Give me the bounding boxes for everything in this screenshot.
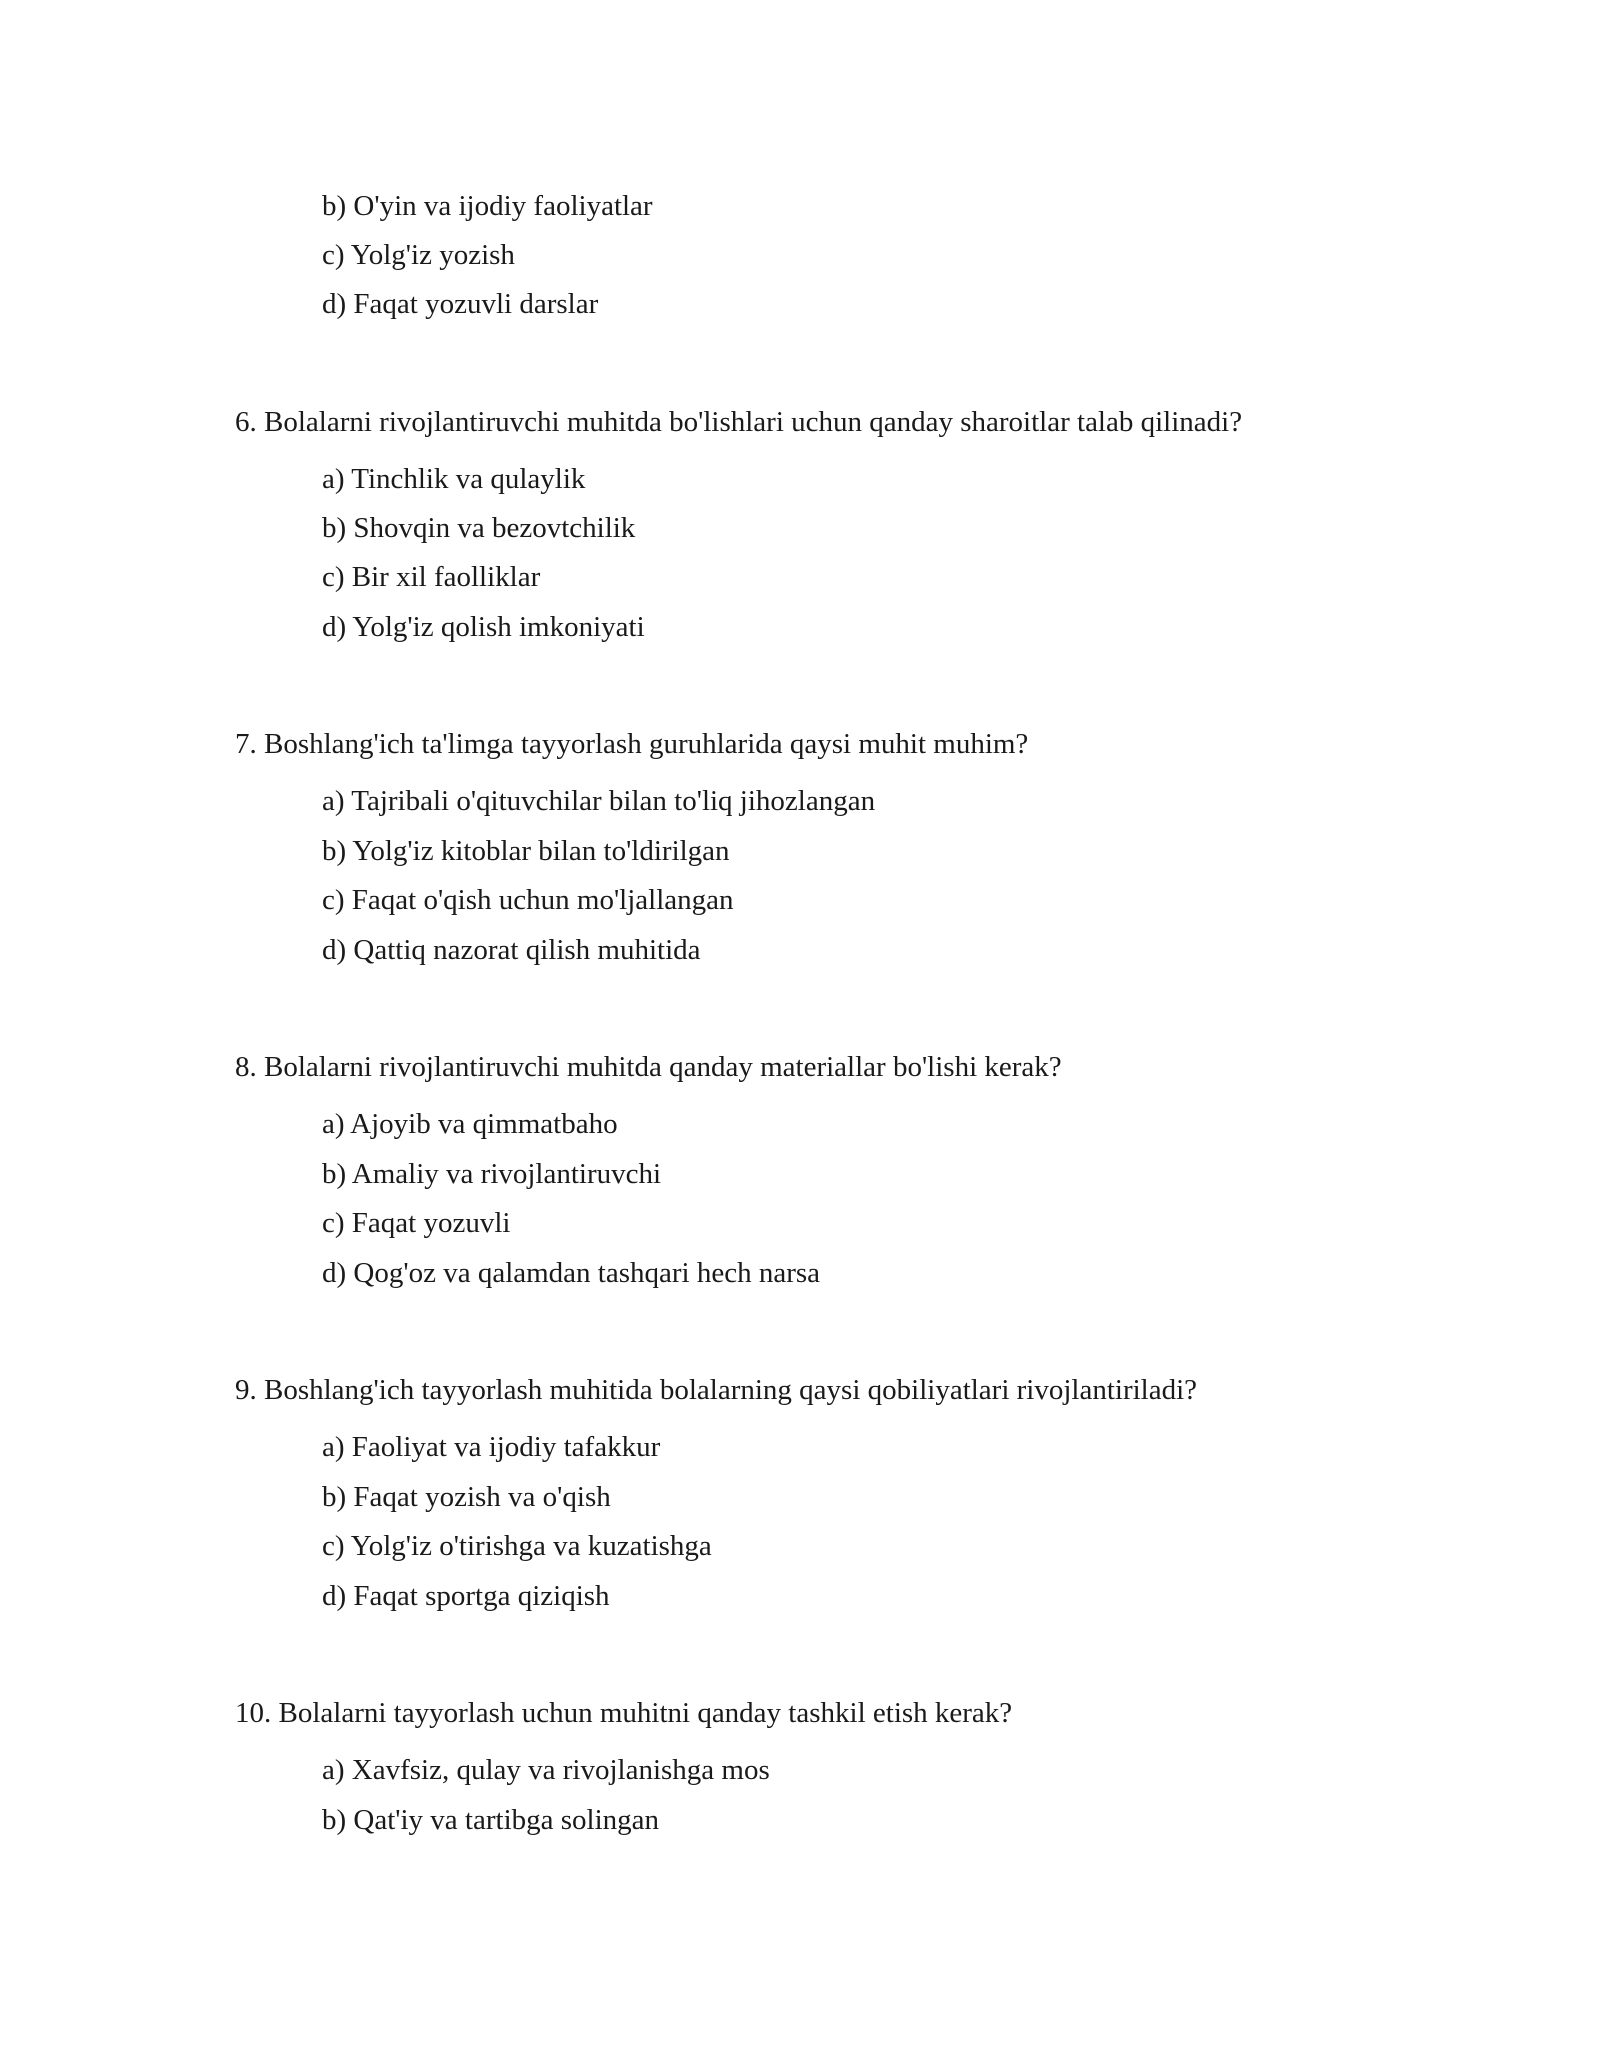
option-item: b) Qat'iy va tartibga solingan bbox=[322, 1804, 660, 1836]
option-item: d) Qattiq nazorat qilish muhitida bbox=[322, 934, 701, 966]
option-item: d) Yolg'iz qolish imkoniyati bbox=[322, 611, 645, 643]
option-item: c) Bir xil faolliklar bbox=[322, 561, 541, 593]
option-item: a) Xavfsiz, qulay va rivojlanishga mos bbox=[322, 1754, 770, 1786]
question-text: 8. Bolalarni rivojlantiruvchi muhitda qanday materiallar bo'lishi kerak? bbox=[235, 1051, 1062, 1083]
option-item: b) Yolg'iz kitoblar bilan to'ldirilgan bbox=[322, 835, 730, 867]
option-item: c) Faqat yozuvli bbox=[322, 1207, 511, 1239]
question-text: 10. Bolalarni tayyorlash uchun muhitni qanday tashkil etish kerak? bbox=[235, 1697, 1013, 1729]
option-item: b) Amaliy va rivojlantiruvchi bbox=[322, 1158, 662, 1190]
option-item: c) Yolg'iz yozish bbox=[322, 239, 515, 271]
option-item: a) Tajribali o'qituvchilar bilan to'liq jihozlangan bbox=[322, 785, 876, 817]
question-text: 7. Boshlang'ich ta'limga tayyorlash guruhlarida qaysi muhit muhim? bbox=[235, 728, 1029, 760]
option-item: d) Qog'oz va qalamdan tashqari hech narsa bbox=[322, 1257, 821, 1289]
option-item: b) O'yin va ijodiy faoliyatlar bbox=[322, 190, 653, 222]
option-item: a) Faoliyat va ijodiy tafakkur bbox=[322, 1431, 661, 1463]
option-item: a) Tinchlik va qulaylik bbox=[322, 463, 586, 495]
option-item: b) Faqat yozish va o'qish bbox=[322, 1481, 611, 1513]
option-item: a) Ajoyib va qimmatbaho bbox=[322, 1108, 618, 1140]
option-item: d) Faqat yozuvli darslar bbox=[322, 288, 599, 320]
option-item: c) Yolg'iz o'tirishga va kuzatishga bbox=[322, 1530, 712, 1562]
option-item: b) Shovqin va bezovtchilik bbox=[322, 512, 636, 544]
question-text: 9. Boshlang'ich tayyorlash muhitida bolalarning qaysi qobiliyatlari rivojlantiriladi? bbox=[235, 1374, 1198, 1406]
option-item: c) Faqat o'qish uchun mo'ljallangan bbox=[322, 884, 734, 916]
option-item: d) Faqat sportga qiziqish bbox=[322, 1580, 610, 1612]
question-text: 6. Bolalarni rivojlantiruvchi muhitda bo'lishlari uchun qanday sharoitlar talab qilinadi? bbox=[235, 406, 1243, 438]
